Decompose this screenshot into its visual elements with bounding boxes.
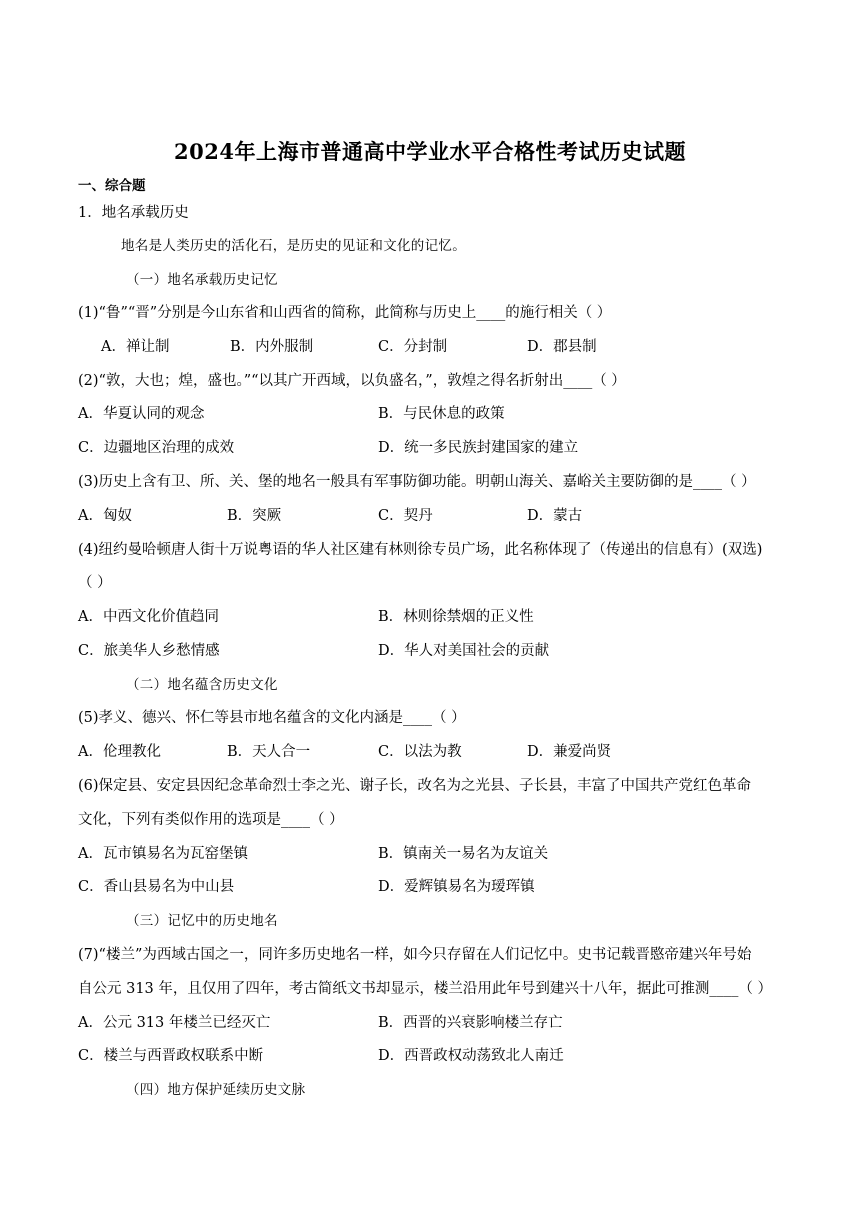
- q5-option-d: D．兼爱尚贤: [527, 744, 612, 760]
- q6-stem-continued: 文化，下列有类似作用的选项是____（ ）: [78, 812, 344, 828]
- q5-option-a: A．伦理教化: [78, 744, 161, 760]
- q2-option-c: C．边疆地区治理的成效: [78, 440, 235, 456]
- q4-option-c: C．旅美华人乡愁情感: [78, 643, 220, 659]
- q7-stem: (7)“楼兰”为西域古国之一，同许多历史地名一样，如今只存留在人们记忆中。史书记载晋愍帝建兴年号始: [78, 947, 752, 963]
- q2-stem: (2)“敦，大也；煌，盛也。”“以其广开西域，以负盛名，”，敦煌之得名折射出____（ ）: [78, 373, 626, 389]
- q3-option-d: D．蒙古: [527, 508, 583, 524]
- exam-title: 2024年上海市普通高中学业水平合格性考试历史试题: [174, 139, 686, 164]
- subsection-1-heading: （一）地名承载历史记忆: [126, 272, 278, 288]
- q4-option-b: B．林则徐禁烟的正义性: [378, 609, 534, 625]
- q5-option-b: B．天人合一: [227, 744, 311, 760]
- section-heading: 一、综合题: [78, 178, 146, 194]
- q1-option-b: B．内外服制: [230, 339, 314, 355]
- q2-option-a: A．华夏认同的观念: [78, 406, 205, 422]
- q7-stem-continued: 自公元 313 年，且仅用了四年，考古简纸文书却显示，楼兰沿用此年号到建兴十八年，据此可推测____（ ）: [78, 981, 772, 997]
- q4-option-a: A．中西文化价值趋同: [78, 609, 219, 625]
- q5-option-c: C．以法为教: [378, 744, 462, 760]
- subsection-2-heading: （二）地名蕴含历史文化: [126, 677, 278, 693]
- q6-option-a: A．瓦市镇易名为瓦窑堡镇: [78, 846, 248, 862]
- q6-stem: (6)保定县、安定县因纪念革命烈士李之光、谢子长，改名为之光县、子长县，丰富了中国共产党红色革命: [78, 778, 752, 794]
- q3-stem: (3)历史上含有卫、所、关、堡的地名一般具有军事防御功能。明朝山海关、嘉峪关主要防御的是____（ ）: [78, 474, 756, 490]
- question-1-title: 1．地名承载历史: [78, 205, 189, 221]
- q6-option-d: D．爱辉镇易名为瑷珲镇: [378, 879, 535, 895]
- q2-option-d: D．统一多民族封建国家的建立: [378, 440, 579, 456]
- q7-option-d: D．西晋政权动荡致北人南迁: [378, 1048, 564, 1064]
- question-1-intro: 地名是人类历史的活化石，是历史的见证和文化的记忆。: [121, 238, 466, 254]
- q6-option-c: C．香山县易名为中山县: [78, 879, 235, 895]
- q2-option-b: B．与民休息的政策: [378, 406, 505, 422]
- subsection-3-heading: （三）记忆中的历史地名: [126, 913, 278, 929]
- q3-option-a: A．匈奴: [78, 508, 132, 524]
- q1-option-a: A．禅让制: [101, 339, 170, 355]
- q1-option-c: C．分封制: [378, 339, 448, 355]
- q7-option-c: C．楼兰与西晋政权联系中断: [78, 1048, 264, 1064]
- q6-option-b: B．镇南关一易名为友谊关: [378, 846, 549, 862]
- q4-option-d: D．华人对美国社会的贡献: [378, 643, 550, 659]
- q3-option-b: B．突厥: [227, 508, 282, 524]
- subsection-4-heading: （四）地方保护延续历史文脉: [126, 1082, 306, 1098]
- q4-stem-continued: （ ）: [78, 575, 112, 591]
- q5-stem: (5)孝义、德兴、怀仁等县市地名蕴含的文化内涵是____（ ）: [78, 710, 466, 726]
- q3-option-c: C．契丹: [378, 508, 433, 524]
- q1-option-d: D．郡县制: [527, 339, 597, 355]
- q7-option-a: A．公元 313 年楼兰已经灭亡: [78, 1015, 271, 1031]
- q7-option-b: B．西晋的兴衰影响楼兰存亡: [378, 1015, 563, 1031]
- q1-stem: (1)“鲁”“晋”分别是今山东省和山西省的简称，此简称与历史上____的施行相关（ ）: [78, 305, 612, 321]
- q4-stem: (4)纽约曼哈顿唐人街十万说粤语的华人社区建有林则徐专员广场，此名称体现了（传递出的信息有）(双选): [78, 542, 763, 558]
